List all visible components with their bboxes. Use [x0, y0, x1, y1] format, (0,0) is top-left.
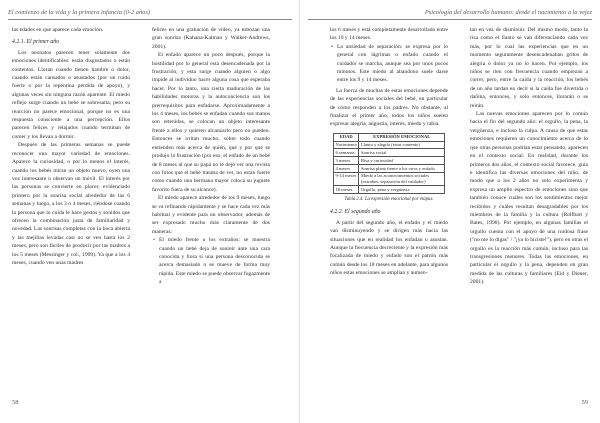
age-cell: 9-14 meses — [334, 172, 359, 185]
table-body — [334, 141, 445, 193]
column-3 — [330, 26, 448, 278]
paragraph: Las nuevas emociones aparecen por lo común hacia el fin del segundo año: el orgullo, la pena, la vergüenza, e incluso la culpa. A causa de que estas emociones requieren un conocimiento acerca de lo que otras personas podrían estar pensando, aparecen en el contexto social. En realidad, durante los primeros dos años, el contexto social favorece, guía e identifica las diversas emociones del niño, de modo que a los 2 años no solo experimenta y expresa un amplio espectro de emociones sino que también conoce cuáles son los sentimientos mejor recibidos y cuáles resultan desagradables por los miembros de la familia y la cultura (Rolfbart y Bates, 1998). Por ejemplo, en algunas familias el orgullo cuenta con el apoyo de una ruidosa frase ("no me lo digas" / "¡ya lo hiciste!"), pero en otras el orgullo es la reacción más común, incluso para las transgresiones menores. Todas las emociones, en particular el orgullo y la pena, dependen en gran medida de las culturas y familiares (Eid y Diener, 2001). — [470, 111, 588, 286]
table-row — [334, 186, 445, 194]
paragraph: A partir del segundo año, el enfado y el miedo van disminuyendo y se dirigen más hacia las situaciones que en realidad los enfadan o asustan. Aunque la frecuencia decreciente y la expresión más focalizada de miedo y enfado son el patrón más común desde los 18 meses en adelante, para algunos niños estas emociones se amplían y aumen- — [330, 219, 448, 277]
running-head-left: El comienzo de la vida y la primera infancia (0-2 años) — [8, 9, 150, 16]
header-rule-left — [8, 19, 292, 20]
paragraph: los 6 meses y está completamente desarrollado entre los 10 y 14 meses. — [330, 27, 448, 42]
paragraph: Los neonatos parecen tener solamente dos emociones identificables: están disgustados o están contentos. Lloran cuando tienen hambre o dolor, cuando están cansados o asustados (por un ruido fuerte o por la repentina pérdida de apoyo), y algunas veces sin ninguna razón aparente. El miedo reflejo surge cuando un bebé se sobresalta, pero su reacción no parece emocional, porque no es una respuesta consciente a una percepción. Ellos parecen felices y relajados cuando terminan de comer y los llevan a dormir. — [12, 49, 130, 140]
age-cell: Nacimiento — [335, 142, 357, 148]
paragraph: La fuerza de muchas de estas emociones depende de las experiencias sociales del bebé, en particular de cómo responden a los padres. No obstante, al finalizar el primer año, todos los niños suelen expresar alegría, angustia, interés, miedo y rabia. — [330, 87, 448, 128]
table-header-row — [334, 133, 445, 141]
emotion-cell: Sonrisa plena frente a los otros y enfado — [359, 165, 445, 173]
table-caption: Tabla 2.4. La expresión emocional por etapas. — [344, 196, 434, 202]
column-2 — [152, 26, 270, 289]
emotion-table — [333, 133, 445, 194]
header-rule-right — [308, 19, 592, 20]
paragraph: las edades en que aparece cada emoción. — [12, 27, 104, 33]
page-number-right: 59 — [581, 399, 588, 406]
table-row — [334, 172, 445, 185]
age-cell: 18 meses — [334, 186, 359, 194]
section-heading: 4.2.2. El segundo año — [330, 209, 381, 216]
bullet-item: • La ansiedad de separación: se expresa por lo general con lágrimas o enfado cuando el cuidador se marcha, aunque sea por unos pocos minutos. Este miedo al abandono suele darse entre los 9 y 14 meses. — [337, 43, 448, 85]
paragraph: El enfado aparece un poco después, porque la hostilidad por lo general está desencadenada por la frustración, y esta surge cuando alguien o algo impide al individuo hacer alguna cosa que esperaba hacer. Por lo tanto, una cierta maduración de las habilidades motoras y la autoconciencia son los prerrequisitos para enfadarse. Aproximadamente a los 4 meses, los bebés se enfadan cuando sus manos son retenidas, se colocan un objeto interesante frente a ellos y quieren alcanzarlo pero no pueden. Entonces se irritan mucho, sobre todo cuando entienden más acerca de quién, qué y por qué se produjo la frustración (por eso, el enfado de un bebé de 8 meses al que su papá no le dejó ver una revista con fotos que el bebé trataba de ver, no estan fuerte como cuando una hermana mayor coloca su juguete favorito fuera de su alcance). — [152, 52, 270, 193]
age-cell: 3 meses — [334, 157, 359, 165]
table-row — [334, 149, 445, 157]
page-number-left: 58 — [12, 399, 19, 406]
table-header-cell: EXPRESIÓN EMOCIONAL — [359, 133, 445, 141]
table-row — [334, 157, 445, 165]
age-cell: 6 semanas — [334, 149, 359, 157]
paragraph: tan en vez de disminuir. Del mismo modo, tanto la risa como el llanto se van diferenciando cada vez más, por lo cual las experiencias que en un momento seguramente desencadenaban gritos de alegría o dolor ya no lo hacen. Por ejemplo, los niños se ríen con frecuencia cuando empiezan a correr, pero, entre la caída y la reacción, los bebés de un año tardan en decir si la caída fue divertida o dañina, entonces, y solo entonces, llorarán o se reirán. — [470, 27, 588, 109]
table-row — [334, 165, 445, 173]
running-head-right: Psicología del desarrollo humano: desde el nacimiento a la vejez — [424, 9, 592, 16]
table-row — [334, 141, 445, 149]
emotion-cell: Miedo a las acontecimientos sociales (extraños, separación del cuidador) — [359, 172, 445, 185]
column-3-bottom — [330, 208, 448, 277]
emotion-cell: Sonrisa social — [359, 149, 445, 157]
section-heading: 4.2.1. El primer año — [12, 39, 60, 46]
right-page — [300, 0, 600, 423]
emotion-cell: Risa y curiosidad — [359, 157, 445, 165]
paragraph: El miedo aparece alrededor de los 9 meses, luego se va refinando rápidamente y se hace cada vez más habitual y evidente para un observador, además de ser expresado mucho más claramente de dos maneras: — [152, 195, 270, 235]
emotion-cell: Llanto y alegría (estar contento) — [359, 141, 445, 149]
paragraph: Después de las primeras semanas se puede reconocer una mayor variedad de emociones. Aparece la curiosidad, o por lo menos el interés, cuando los bebés miran un objeto nuevo, oyen una voz interesante u observan un móvil. El interés por las personas se convierte en placer, evidenciado primero por la sonrisa social alrededor de las 6 semanas y luego, a los 3 o 4 meses, riéndose cuando la persona que lo cuida le hace gestos y sonidos que ofrecen la combinación justa de familiaridad y novedad. Las sonrisas completas con la boca abierta y las mejillas levadas casi no se ven hasta los 2 meses, pero son fáciles de producir por las madres a los 5 meses (Messinger y col., 1999). Ya que a los 4 meses, cuando ven unas madres — [12, 142, 130, 266]
column-4 — [470, 26, 588, 287]
bullet-item: • El miedo frente a los extraños: se muestra cuando un bebé deja de sonreír ante una cara conocida y llora si una persona desconocida se acerca demasiado o se mueve de forma muy rápida. Este miedo se puede observar fugazmente a — [159, 236, 270, 286]
paragraph: felices en una grabación de vídeo, ya esbozan una gran sonrisa (Kahana-Kalman y Walker-Andrews, 2001). — [152, 27, 270, 50]
bullet-list — [152, 236, 270, 286]
column-3-top — [330, 26, 448, 129]
table-header-cell: EDAD — [334, 133, 359, 141]
age-cell: 4 meses — [334, 165, 359, 173]
column-1 — [12, 26, 130, 267]
emotion-cell: Orgullo, pena y vergüenza — [359, 186, 445, 194]
bullet-list — [330, 43, 448, 85]
